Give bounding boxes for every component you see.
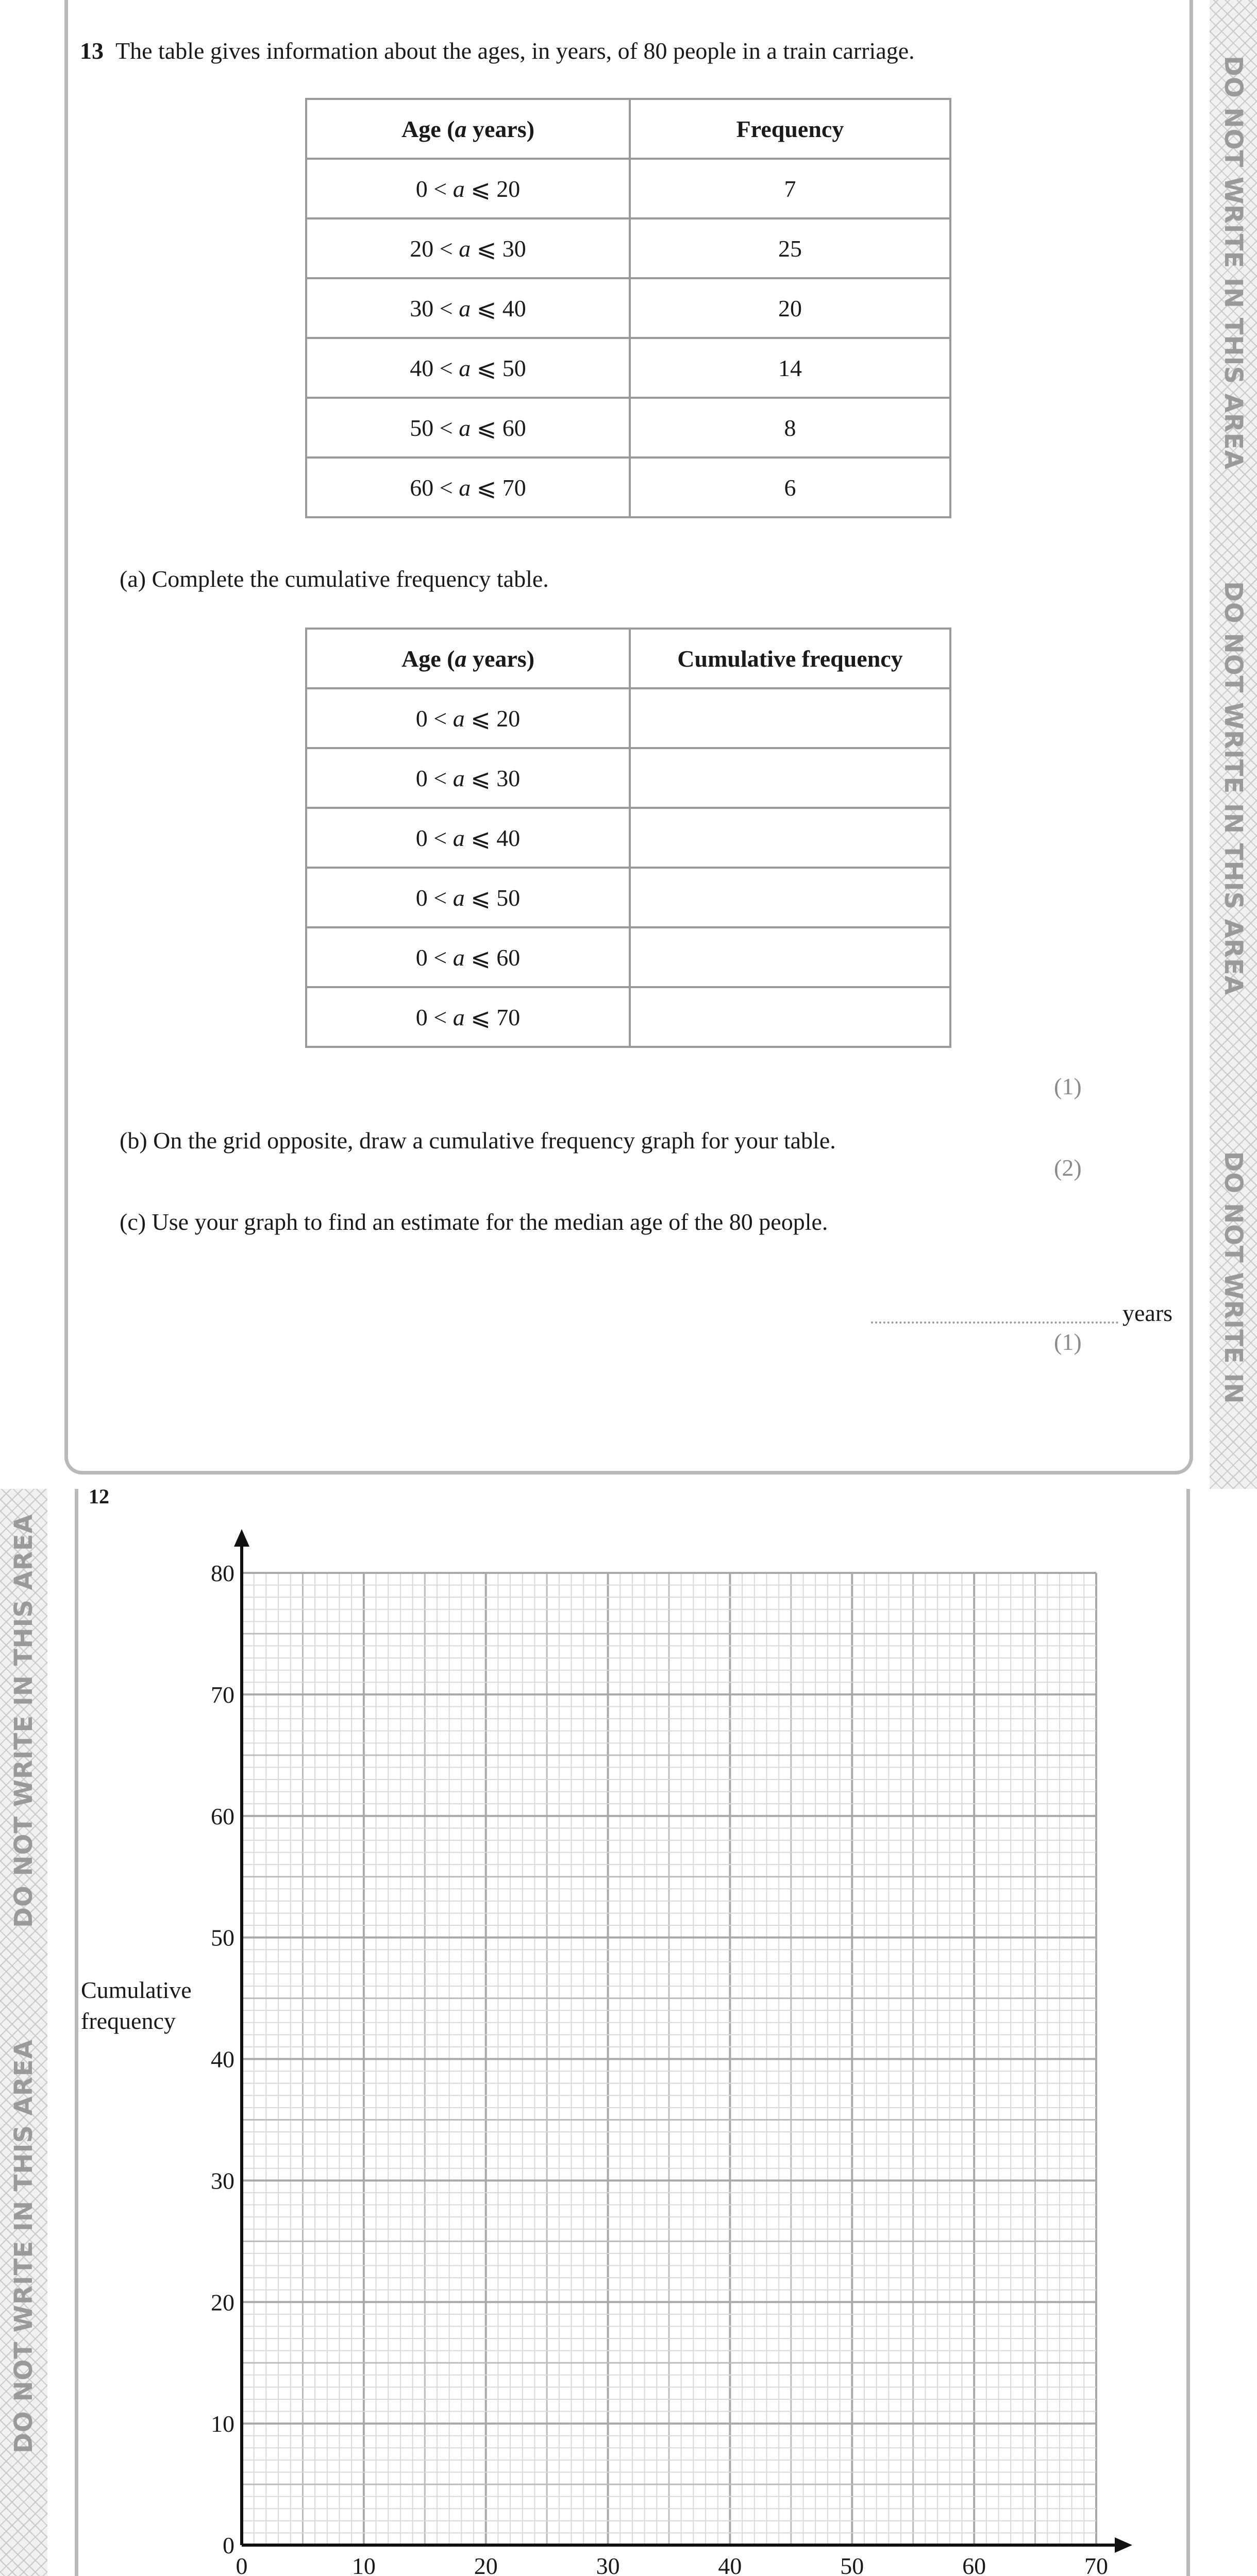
y-tick-label: 50 xyxy=(211,1924,234,1951)
y-tick-label: 60 xyxy=(211,1803,234,1829)
y-tick-label: 80 xyxy=(211,1560,234,1586)
age-cell: 30 < a ⩽ 40 xyxy=(306,278,630,338)
y-tick-label: 10 xyxy=(211,2411,234,2437)
cumulative-frequency-cell[interactable] xyxy=(630,868,950,927)
y-tick-label: 30 xyxy=(211,2167,234,2194)
frequency-cell: 6 xyxy=(630,457,950,517)
table-row xyxy=(306,808,950,868)
y-tick-label: 20 xyxy=(211,2289,234,2316)
x-tick-label: 0 xyxy=(236,2553,248,2576)
part-b-text: (b) On the grid opposite, draw a cumulative frequency graph for your table. xyxy=(120,1127,836,1154)
y-tick-label: 0 xyxy=(223,2532,234,2558)
age-cell: 0 < a ⩽ 20 xyxy=(306,159,630,218)
margin-warning: DO NOT WRITE IN THIS AREA xyxy=(1219,581,1248,995)
age-cell: 0 < a ⩽ 60 xyxy=(306,927,630,987)
frequency-cell: 14 xyxy=(630,338,950,398)
age-cell: 0 < a ⩽ 70 xyxy=(306,987,630,1047)
margin-warning: DO NOT WRITE IN THIS AREA xyxy=(9,2039,38,2453)
question-number: 13 xyxy=(80,38,104,64)
table-row xyxy=(306,338,950,398)
age-cell: 0 < a ⩽ 40 xyxy=(306,808,630,868)
marks-part-b: (2) xyxy=(1054,1155,1082,1181)
x-tick-label: 70 xyxy=(1084,2553,1108,2576)
margin-strip-right xyxy=(1210,0,1257,1489)
table-row xyxy=(306,218,950,278)
frequency-cell: 7 xyxy=(630,159,950,218)
y-tick-label: 40 xyxy=(211,2046,234,2073)
x-tick-label: 10 xyxy=(351,2553,376,2576)
y-axis-arrow-icon xyxy=(234,1529,249,1547)
margin-warning: DO NOT WRITE IN xyxy=(1219,1151,1248,1404)
frequency-cell: 25 xyxy=(630,218,950,278)
table-row xyxy=(306,748,950,808)
age-cell: 0 < a ⩽ 20 xyxy=(306,688,630,748)
table-header-frequency: Frequency xyxy=(630,99,950,159)
margin-warning: DO NOT WRITE IN THIS AREA xyxy=(1219,56,1248,470)
x-tick-label: 50 xyxy=(840,2553,864,2576)
part-c-text: (c) Use your graph to find an estimate for the median age of the 80 people. xyxy=(120,1209,828,1235)
age-cell: 0 < a ⩽ 50 xyxy=(306,868,630,927)
x-tick-label: 40 xyxy=(718,2553,742,2576)
table-row xyxy=(306,398,950,457)
table-row xyxy=(306,868,950,927)
part-a-text: (a) Complete the cumulative frequency table. xyxy=(120,566,549,592)
table-row xyxy=(306,987,950,1047)
marks-part-a: (1) xyxy=(1054,1073,1082,1099)
table-header-age: Age (a years) xyxy=(306,99,630,159)
x-tick-label: 30 xyxy=(596,2553,620,2576)
question-intro xyxy=(80,36,915,66)
table-row xyxy=(306,927,950,987)
table-row xyxy=(306,159,950,218)
frequency-cell: 20 xyxy=(630,278,950,338)
y-axis-label: Cumulative frequency xyxy=(81,1977,192,2034)
age-cell: 40 < a ⩽ 50 xyxy=(306,338,630,398)
x-tick-label: 20 xyxy=(474,2553,498,2576)
x-axis-arrow-icon xyxy=(1115,2537,1132,2553)
intro-text: The table gives information about the ages, in years, of 80 people in a train carriage. xyxy=(115,38,915,64)
table-row xyxy=(306,278,950,338)
age-cell: 50 < a ⩽ 60 xyxy=(306,398,630,457)
table-row xyxy=(306,457,950,517)
unit-years: years xyxy=(1122,1300,1173,1326)
frequency-table xyxy=(305,98,951,518)
cumulative-frequency-cell[interactable] xyxy=(630,987,950,1047)
frequency-cell: 8 xyxy=(630,398,950,457)
age-cell: 20 < a ⩽ 30 xyxy=(306,218,630,278)
x-tick-label: 60 xyxy=(962,2553,986,2576)
cumulative-frequency-cell[interactable] xyxy=(630,808,950,868)
cumulative-frequency-cell[interactable] xyxy=(630,748,950,808)
table-header-cumulative-frequency: Cumulative frequency xyxy=(630,629,950,688)
age-cell: 60 < a ⩽ 70 xyxy=(306,457,630,517)
marks-part-c: (1) xyxy=(1054,1329,1082,1355)
y-tick-label: 70 xyxy=(211,1681,234,1708)
age-cell: 0 < a ⩽ 30 xyxy=(306,748,630,808)
table-header-age: Age (a years) xyxy=(306,629,630,688)
cumulative-frequency-cell[interactable] xyxy=(630,688,950,748)
cumulative-frequency-table xyxy=(305,628,951,1048)
table-row xyxy=(306,688,950,748)
page-number: 12 xyxy=(89,1485,109,1508)
page-2 xyxy=(0,1485,1257,2576)
cumulative-frequency-cell[interactable] xyxy=(630,927,950,987)
answer-line-c[interactable] xyxy=(871,1321,1118,1324)
margin-warning: DO NOT WRITE IN THIS AREA xyxy=(9,1514,38,1928)
